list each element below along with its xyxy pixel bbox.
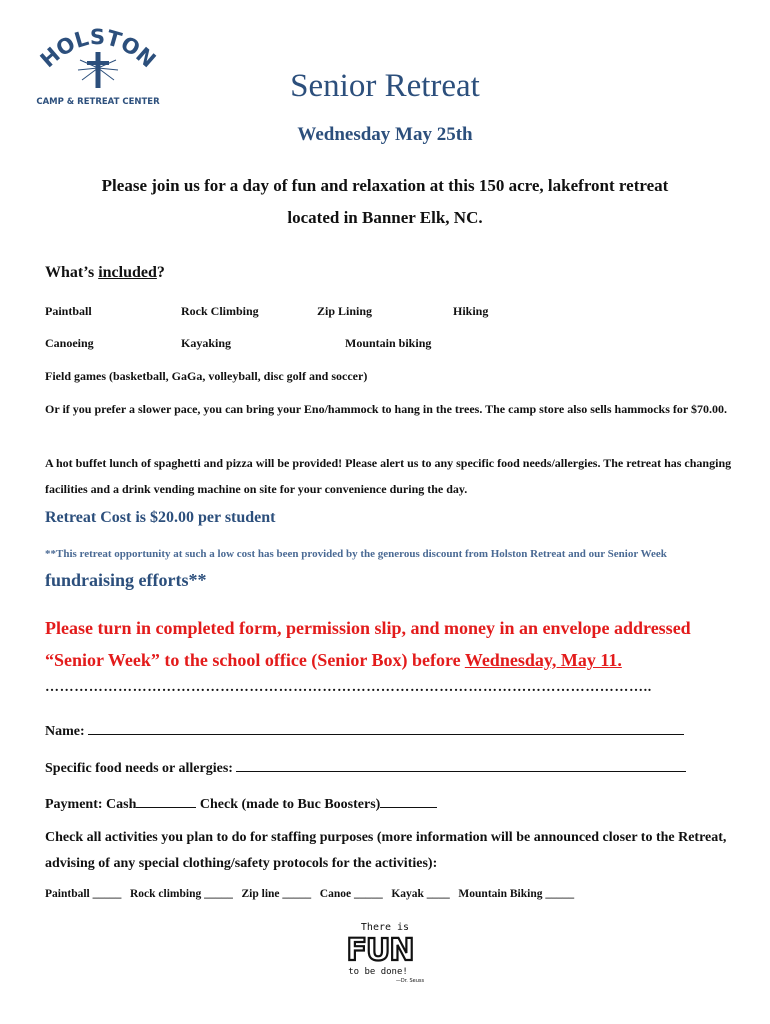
checklist-kayak[interactable]: Kayak ____ bbox=[391, 888, 450, 900]
logo-subtext: CAMP & RETREAT CENTER bbox=[36, 97, 160, 107]
turn-in-line-2 bbox=[45, 644, 745, 676]
intro-text bbox=[40, 170, 730, 234]
payment-row bbox=[45, 793, 437, 813]
payment-check-field[interactable] bbox=[380, 793, 437, 808]
checklist-zip-line[interactable]: Zip line _____ bbox=[241, 888, 312, 900]
turn-in-line-2-text: “Senior Week” to the school office (Senior Box) before bbox=[45, 650, 465, 670]
checklist-mountain-biking[interactable]: Mountain Biking _____ bbox=[458, 888, 575, 900]
turn-in-deadline: Wednesday, May 11. bbox=[464, 650, 622, 670]
food-field-row bbox=[45, 757, 686, 777]
fun-bottom-text: to be done! bbox=[348, 967, 408, 977]
activity-canoeing: Canoeing bbox=[45, 336, 94, 350]
payment-check-label: Check (made to Buc Boosters) bbox=[196, 797, 381, 812]
fun-credit-text: —Dr. Seuss bbox=[395, 978, 425, 984]
fun-top-text: There is bbox=[360, 922, 410, 933]
fun-main-text: FUN bbox=[346, 933, 414, 968]
included-word: included bbox=[98, 264, 157, 281]
activity-paintball: Paintball bbox=[45, 304, 92, 318]
payment-cash-label: Payment: Cash bbox=[45, 797, 137, 812]
checklist-rock-climbing[interactable]: Rock climbing _____ bbox=[129, 888, 233, 900]
included-prefix: What’s bbox=[45, 264, 99, 281]
fundraising-text: fundraising efforts** bbox=[45, 570, 207, 590]
dotted-separator: …………………………………………………………………………………………………………….. bbox=[45, 680, 652, 695]
activity-mountain-biking: Mountain biking bbox=[345, 336, 432, 350]
activity-zip-lining: Zip Lining bbox=[317, 304, 373, 318]
page-title: Senior Retreat bbox=[290, 68, 480, 104]
fun-graphic bbox=[340, 918, 430, 988]
checklist-canoe[interactable]: Canoe _____ bbox=[319, 888, 383, 900]
name-label: Name: bbox=[45, 724, 85, 739]
food-allergies-field[interactable] bbox=[236, 757, 686, 772]
activity-rock-climbing: Rock Climbing bbox=[181, 304, 259, 318]
name-field[interactable] bbox=[88, 720, 684, 735]
name-field-row bbox=[45, 720, 684, 740]
food-label: Specific food needs or allergies: bbox=[45, 761, 233, 776]
included-suffix: ? bbox=[156, 264, 165, 281]
activity-hiking: Hiking bbox=[453, 304, 489, 318]
slower-pace-text: Or if you prefer a slower pace, you can bring your Eno/hammock to hang in the trees. The camp store also sells hammocks for $70.00. bbox=[45, 402, 728, 416]
discount-note: **This retreat opportunity at such a low cost has been provided by the generous discount from Holston Retreat and our Senior Week bbox=[45, 548, 667, 560]
included-heading bbox=[45, 264, 165, 282]
field-games: Field games (basketball, GaGa, volleyball, disc golf and soccer) bbox=[45, 369, 368, 383]
event-date: Wednesday May 25th bbox=[297, 124, 473, 145]
payment-cash-field[interactable] bbox=[136, 793, 196, 808]
turn-in-instructions bbox=[45, 612, 745, 676]
intro-line-1: Please join us for a day of fun and relaxation at this 150 acre, lakefront retreat bbox=[101, 176, 669, 195]
lunch-text: A hot buffet lunch of spaghetti and pizza will be provided! Please alert us to any specific food needs/allergies. The retreat has changing facilities and a drink vending machine on site for your convenience during the day. bbox=[45, 456, 732, 496]
activity-checklist bbox=[45, 888, 574, 900]
checklist-paintball[interactable]: Paintball _____ bbox=[45, 888, 122, 900]
logo-name: HOLSTON bbox=[35, 24, 161, 73]
activity-kayaking: Kayaking bbox=[181, 336, 232, 350]
turn-in-line-1: Please turn in completed form, permission slip, and money in an envelope addressed bbox=[45, 618, 691, 638]
retreat-cost: Retreat Cost is $20.00 per student bbox=[45, 509, 276, 526]
intro-line-2: located in Banner Elk, NC. bbox=[287, 208, 483, 227]
check-all-instructions: Check all activities you plan to do for staffing purposes (more information will be announced closer to the Retreat, advising of any special clothing/safety protocols for the activities): bbox=[45, 830, 727, 871]
